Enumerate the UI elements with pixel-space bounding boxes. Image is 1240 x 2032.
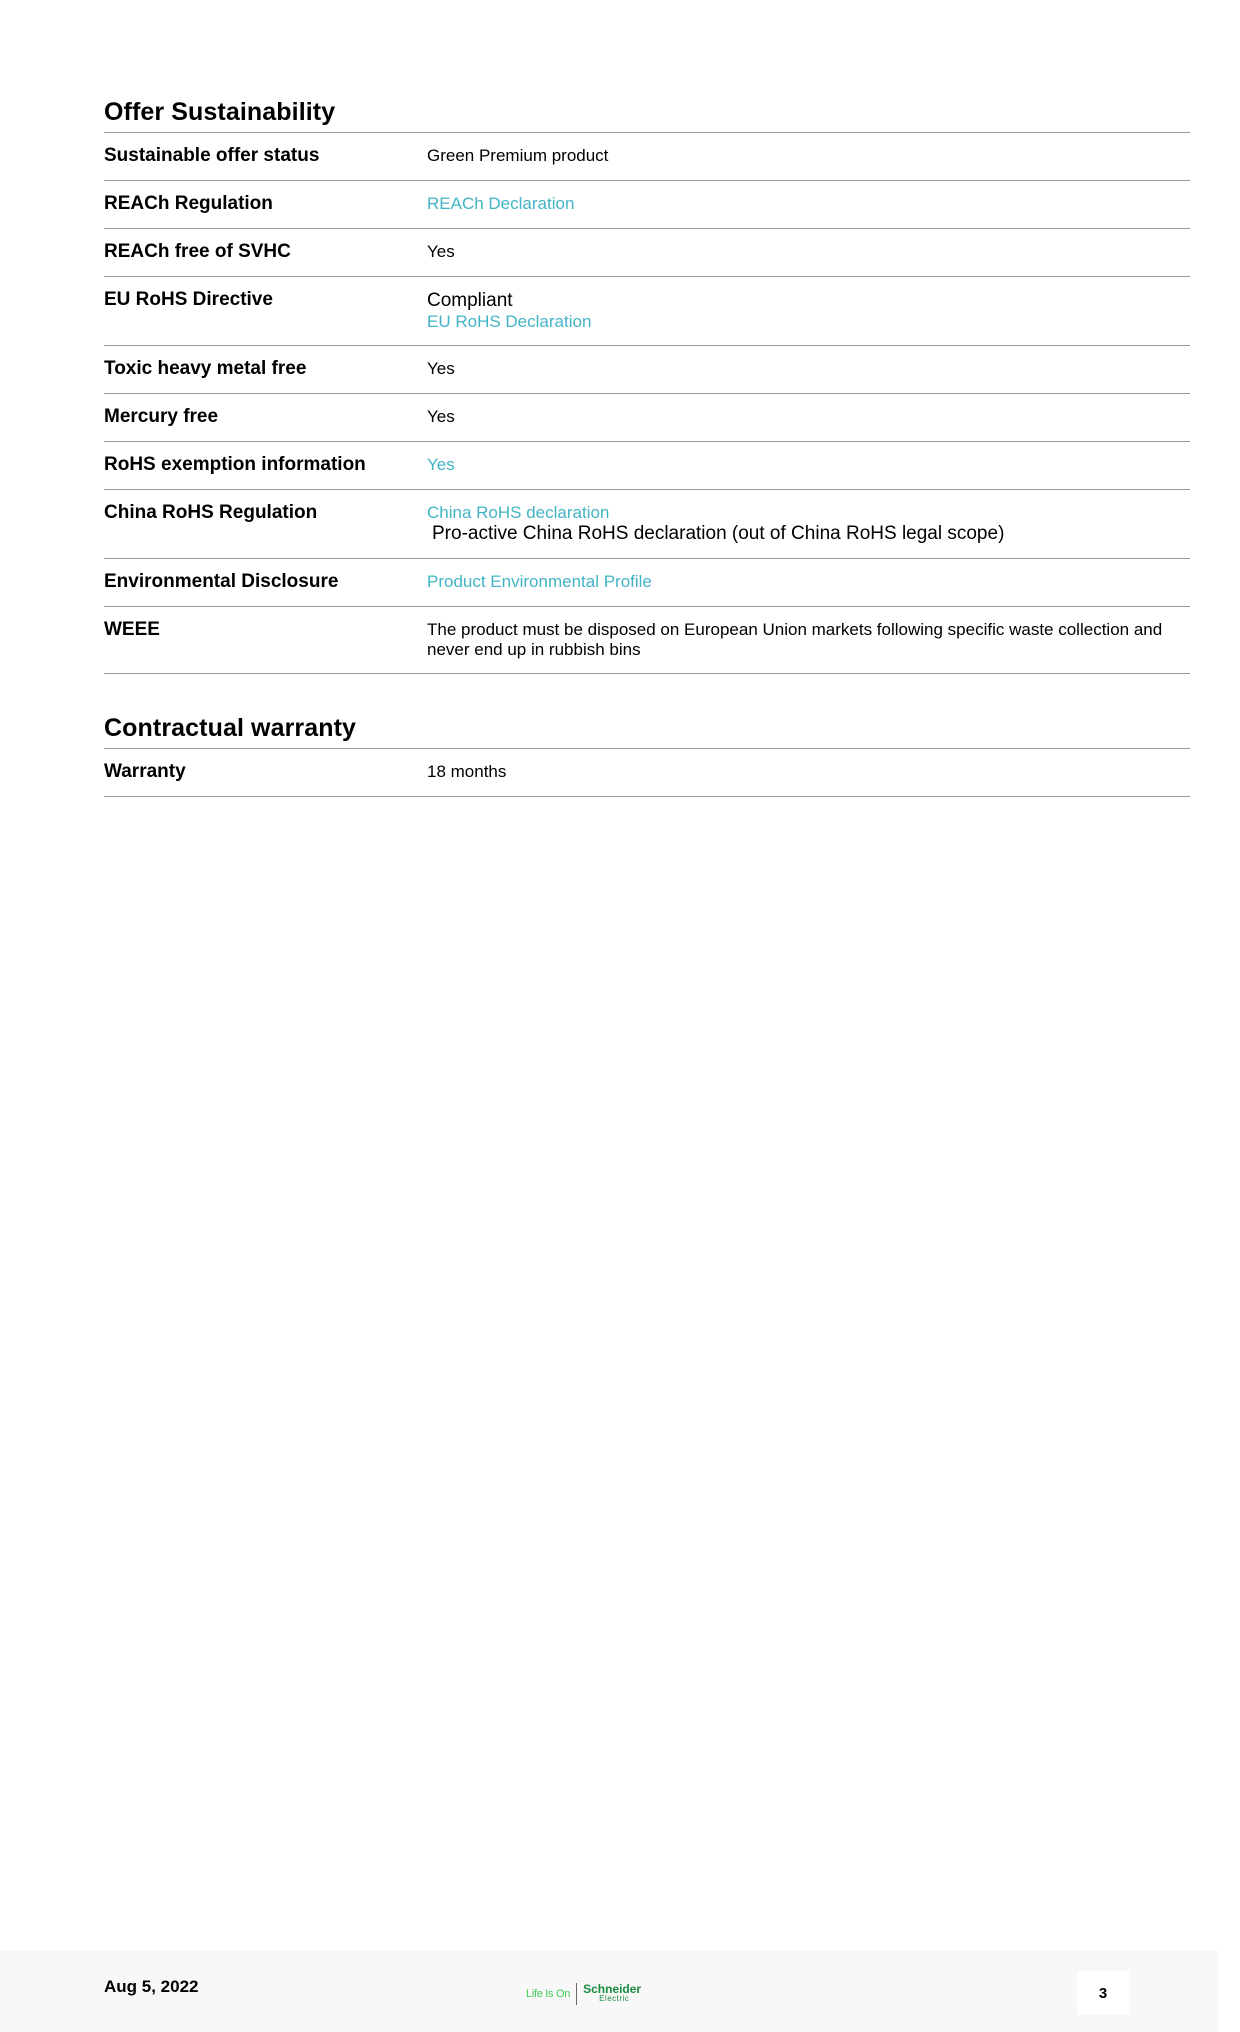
row-value: [427, 358, 1190, 380]
table-row: [104, 229, 1190, 277]
row-label: Mercury free: [104, 406, 219, 427]
logo-divider: [576, 1983, 577, 2005]
value-text: Pro-active China RoHS declaration (out of China RoHS legal scope): [432, 523, 1005, 544]
page-content: [104, 98, 1190, 797]
row-value: [427, 289, 1190, 332]
section-gap: [104, 674, 1190, 714]
table-row: [104, 559, 1190, 607]
row-value: [427, 454, 1190, 476]
table-row: [104, 749, 1190, 797]
row-value: [427, 571, 1190, 593]
page-footer: [0, 1951, 1218, 2032]
page-number: 3: [1077, 1971, 1129, 2015]
value-text: Yes: [427, 407, 455, 426]
table-row: [104, 133, 1190, 181]
row-value: [427, 145, 1190, 167]
row-label: WEEE: [104, 619, 160, 640]
value-text: Yes: [427, 359, 455, 378]
logo-tagline: Life Is On: [526, 1988, 571, 2000]
section: [104, 98, 1190, 674]
table-row: [104, 490, 1190, 559]
value-text: The product must be disposed on European Union markets following specific waste collection and never end up in rubbish bins: [427, 620, 1163, 659]
value-link[interactable]: REACh Declaration: [427, 194, 575, 213]
value-link[interactable]: Product Environmental Profile: [427, 572, 652, 591]
logo-brand-sub: Electric: [599, 1994, 630, 2003]
value-text: Yes: [427, 242, 455, 261]
logo-brand-name: Schneider: [583, 1982, 642, 1996]
value-link[interactable]: China RoHS declaration: [427, 503, 610, 522]
value-link[interactable]: EU RoHS Declaration: [427, 312, 592, 331]
row-value: [427, 619, 1190, 660]
section-title: Offer Sustainability: [104, 98, 1190, 133]
row-value: [427, 193, 1190, 215]
row-value: [427, 761, 1190, 783]
footer-date: Aug 5, 2022: [104, 1977, 199, 1996]
table-row: [104, 181, 1190, 229]
row-label: Sustainable offer status: [104, 145, 320, 166]
value-link[interactable]: Yes: [427, 455, 455, 474]
value-text: Compliant: [427, 290, 513, 311]
table-row: [104, 394, 1190, 442]
row-label: REACh Regulation: [104, 193, 273, 214]
row-value: [427, 406, 1190, 428]
table-row: [104, 442, 1190, 490]
logo-brand: [583, 1984, 641, 2004]
row-label: RoHS exemption information: [104, 454, 366, 475]
section: [104, 714, 1190, 797]
section-title: Contractual warranty: [104, 714, 1190, 749]
schneider-electric-logo: [526, 1981, 641, 2007]
table-row: [104, 607, 1190, 674]
row-label: Warranty: [104, 761, 186, 782]
table-row: [104, 346, 1190, 394]
value-text: Green Premium product: [427, 146, 609, 165]
row-label: Environmental Disclosure: [104, 571, 339, 592]
row-label: Toxic heavy metal free: [104, 358, 307, 379]
table-row: [104, 277, 1190, 346]
value-text: 18 months: [427, 762, 507, 781]
row-label: EU RoHS Directive: [104, 289, 273, 310]
row-label: China RoHS Regulation: [104, 502, 318, 523]
row-value: [427, 502, 1190, 545]
row-label: REACh free of SVHC: [104, 241, 291, 262]
row-value: [427, 241, 1190, 263]
